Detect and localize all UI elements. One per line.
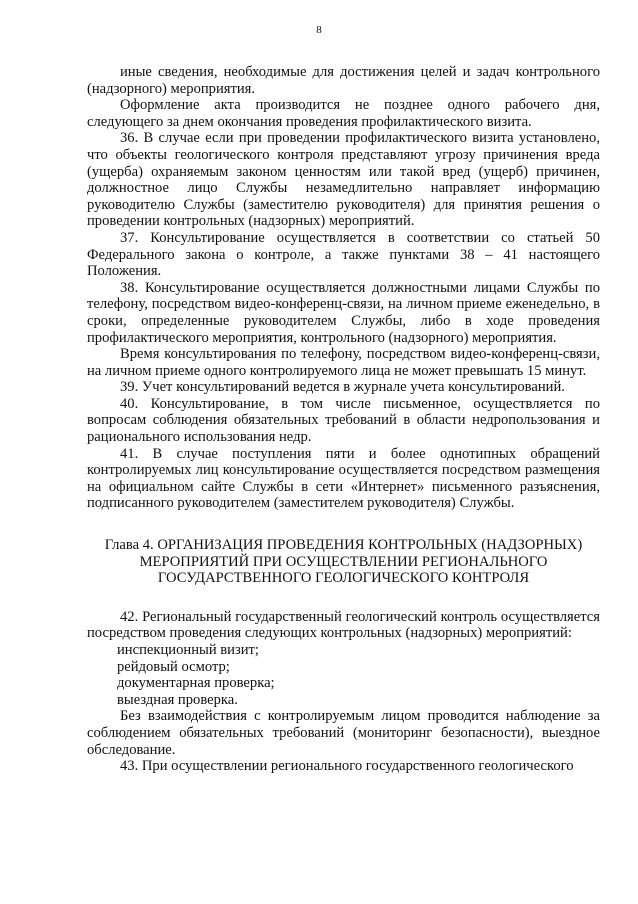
list-item: рейдовый осмотр; — [117, 658, 230, 675]
chapter-heading — [87, 537, 600, 587]
paragraph-43-start: 43. При осуществлении регионального государственного геологического — [120, 758, 574, 775]
paragraph-42: 42. Региональный государственный геологический контроль осуществляется посредством проведения следующих контрольных (надзорных) мероприятий: — [87, 608, 600, 642]
list-item: инспекционный визит; — [117, 642, 259, 658]
paragraph-without-interaction: Без взаимодействия с контролируемым лицом проводится наблюдение за соблюдением обязательных требований (мониторинг безопасности), выездное обследование. — [87, 708, 600, 758]
paragraph-36: 36. В случае если при проведении профилактического визита установлено, что объекты геологического контроля представляют угрозу причинения вреда (ущерба) охраняемым законом ценностям или такой вред (ущерб) причинен, должностное лицо Службы незамедлительно направляет информацию руководителю Службы (заместителю руководителя) для принятия решения о проведении контрольных (надзорных) мероприятий. — [87, 130, 600, 230]
page-number: 8 — [316, 24, 322, 36]
paragraph-acts-other-info: иные сведения, необходимые для достижения целей и задач контрольного (надзорного) мероприятия. — [87, 64, 600, 97]
paragraph-39: 39. Учет консультирований ведется в журнале учета консультирований. — [120, 379, 565, 396]
paragraph-40: 40. Консультирование, в том числе письменное, осуществляется по вопросам соблюдения обязательных требований в области недропользования и рационального использования недр. — [87, 395, 600, 446]
paragraph-41: 41. В случае поступления пяти и более однотипных обращений контролируемых лиц консультирование осуществляется посредством размещения на официальном сайте Службы в сети «Интернет» письменного разъяснения, подписанного руководителем (заместителем руководителя) Службы. — [87, 445, 600, 512]
document-body — [87, 64, 600, 775]
list-item: выездная проверка. — [117, 691, 238, 708]
paragraph-38: 38. Консультирование осуществляется должностными лицами Службы по телефону, посредством видео-конференц-связи, на личном приеме еженедельно, в сроки, определенные руководителем Службы, либо в ходе проведения профилактического мероприятия, контрольного (надзорного) мероприятия. — [87, 279, 600, 346]
chapter-heading-line-3: ГОСУДАРСТВЕННОГО ГЕОЛОГИЧЕСКОГО КОНТРОЛЯ — [157, 570, 530, 587]
chapter-heading-line-1: Глава 4. ОРГАНИЗАЦИЯ ПРОВЕДЕНИЯ КОНТРОЛЬНЫХ (НАДЗОРНЫХ) — [104, 537, 583, 554]
paragraph-37: 37. Консультирование осуществляется в соответствии со статьей 50 Федерального закона о контроле, а также пунктами 38 – 41 настоящего Положения. — [87, 229, 600, 280]
list-item: документарная проверка; — [117, 675, 275, 692]
paragraph-act-deadline: Оформление акта производится не позднее одного рабочего дня, следующего за днем окончания проведения профилактического визита. — [87, 97, 600, 130]
paragraph-consult-time: Время консультирования по телефону, посредством видео-конференц-связи, на личном приеме одного контролируемого лица не может превышать 15 минут. — [87, 346, 600, 379]
chapter-heading-line-2: МЕРОПРИЯТИЙ ПРИ ОСУЩЕСТВЛЕНИИ РЕГИОНАЛЬНОГО — [139, 553, 548, 570]
